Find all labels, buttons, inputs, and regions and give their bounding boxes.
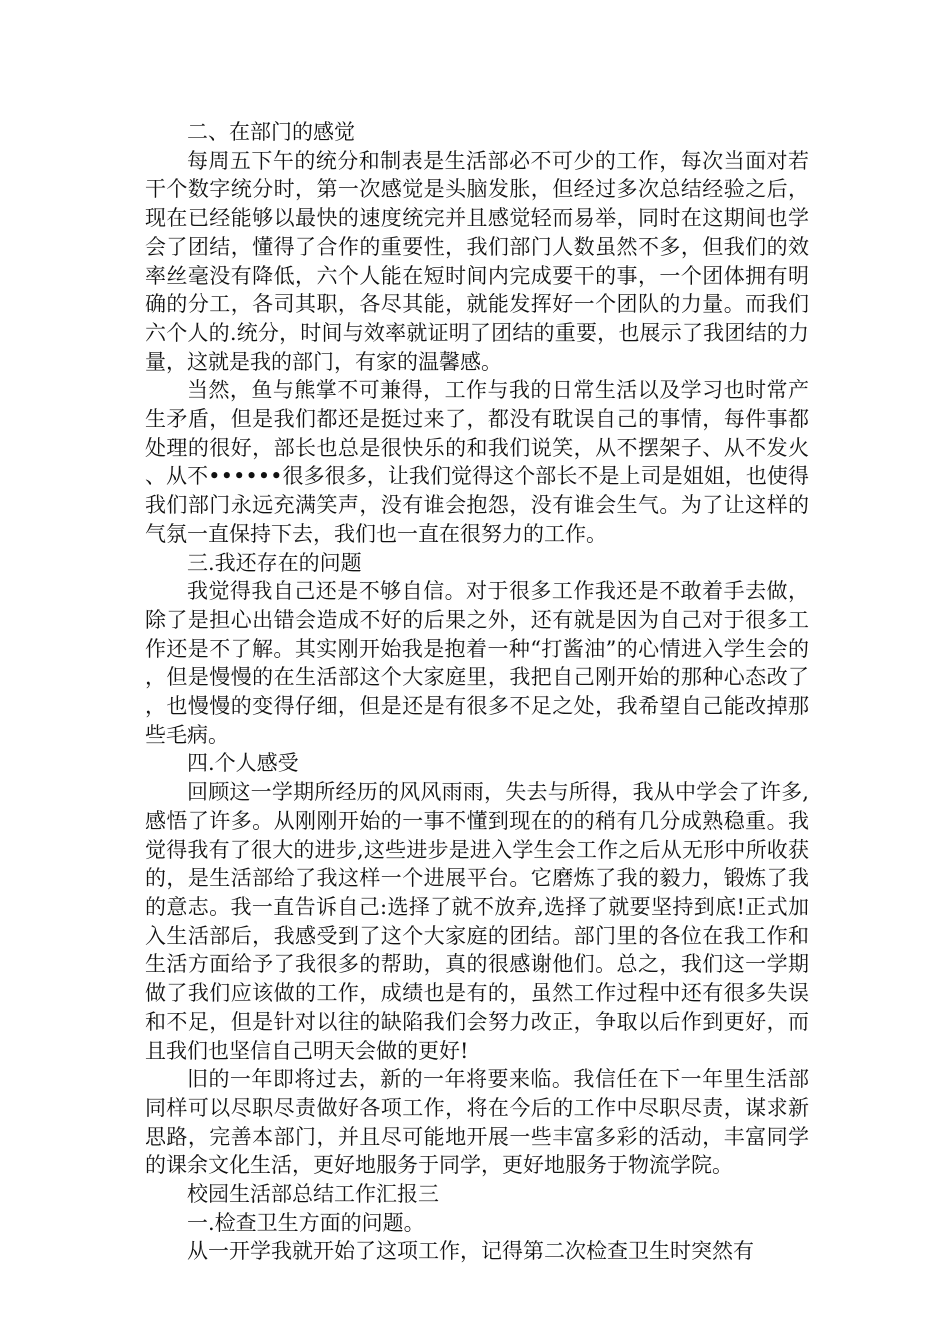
paragraph-hygiene-start: 从一开学我就开始了这项工作，记得第二次检查卫生时突然有 xyxy=(187,1239,754,1264)
section-heading-problems: 三.我还存在的问题 xyxy=(187,550,362,575)
section-heading-hygiene-check: 一.检查卫生方面的问题。 xyxy=(187,1210,425,1235)
paragraph-weekly-statistics: 每周五下午的统分和制表是生活部必不可少的工作，每次当面对若干个数字统分时，第一次感觉是头脑发胀，但经过多次总结经验之后，现在已经能够以最快的速度统完并且感觉轻而易举，同时在这期间也学会了团结，懂得了合作的重要性，我们部门人数虽然不多，但我们的效率丝毫没有降低，六个人能在短时间内完成要干的事，一个团体拥有明确的分工，各司其职，各尽其能，就能发挥好一个团队的力量。而我们六个人的.统分，时间与效率就证明了团结的重要，也展示了我团结的力量，这就是我的部门，有家的温馨感。 xyxy=(145,148,809,374)
paragraph-semester-review: 回顾这一学期所经历的风风雨雨，失去与所得，我从中学会了许多,感悟了许多。从刚刚开始的一事不懂到现在的的稍有几分成熟稳重。我觉得我有了很大的进步,这些进步是进入学生会工作之后从无形中所收获的，是生活部给了我这样一个进展平台。它磨炼了我的毅力，锻炼了我的意志。我一直告诉自己:选择了就不放弃,选择了就要坚持到底!正式加入生活部后，我感受到了这个大家庭的团结。部门里的各位在我工作和生活方面给予了我很多的帮助，真的很感谢他们。总之，我们这一学期做了我们应该做的工作，成绩也是有的，虽然工作过程中还有很多失误和不足，但是针对以往的缺陷我们会努力改正，争取以后作到更好，而且我们也坚信自己明天会做的更好! xyxy=(145,780,809,1063)
paragraph-new-year-outlook: 旧的一年即将过去，新的一年将要来临。我信任在下一年里生活部同样可以尽职尽责做好各项工作，将在今后的工作中尽职尽责，谋求新思路，完善本部门，并且尽可能地开展一些丰富多彩的活动，丰富同学的课余文化生活，更好地服务于同学，更好地服务于物流学院。 xyxy=(145,1067,809,1178)
paragraph-work-life-balance: 当然，鱼与熊掌不可兼得，工作与我的日常生活以及学习也时常产生矛盾，但是我们都还是挺过来了，都没有耽误自己的事情，每件事都处理的很好，部长也总是很快乐的和我们说笑，从不摆架子、从不发火、从不••••••很多很多，让我们觉得这个部长不是上司是姐姐，也使得我们部门永远充满笑声，没有谁会抱怨，没有谁会生气。为了让这样的气氛一直保持下去，我们也一直在很努力的工作。 xyxy=(145,378,809,546)
report-title-three: 校园生活部总结工作汇报三 xyxy=(187,1182,439,1207)
paragraph-self-confidence: 我觉得我自己还是不够自信。对于很多工作我还是不敢着手去做，除了是担心出错会造成不好的后果之外，还有就是因为自己对于很多工作还是不了解。其实刚开始我是抱着一种“打酱油”的心情进入学生会的，但是慢慢的在生活部这个大家庭里，我把自己刚开始的那种心态改了，也慢慢的变得仔细，但是还是有很多不足之处，我希望自己能改掉那些毛病。 xyxy=(145,579,809,747)
document-page xyxy=(145,118,809,1266)
section-heading-department-feeling: 二、在部门的感觉 xyxy=(187,120,355,144)
section-heading-personal-feelings: 四.个人感受 xyxy=(187,751,299,776)
